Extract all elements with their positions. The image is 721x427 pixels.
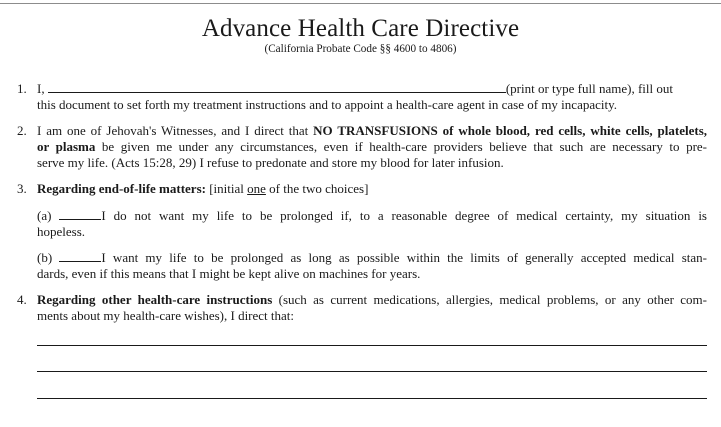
instructions-line-3[interactable] xyxy=(37,398,707,399)
item-2-line-1 xyxy=(37,123,707,139)
item-2-line-3: serve my life. (Acts 15:28, 29) I refuse to predonate and store my blood for later infusion. xyxy=(37,155,504,170)
choice-a-initial-field[interactable] xyxy=(59,208,101,220)
item-2-text-a: I am one of Jehovah's Witnesses, and I direct that xyxy=(37,123,314,138)
choice-a-label: (a) xyxy=(37,208,52,223)
item-1-suffix: (print or type full name), fill out xyxy=(505,81,673,96)
choice-a-text: I do not want my life to be prolonged if, to a reasonable degree of medical certainty, my situation is xyxy=(101,208,707,223)
item-2-text-b: be given me under any circumstances, even if health-care providers believe that such are necessary to pre- xyxy=(95,139,708,154)
item-4-heading-bold: Regarding other health-care instructions xyxy=(37,292,273,307)
item-2-number: 2. xyxy=(17,123,27,138)
choice-b-line-1 xyxy=(37,250,707,266)
item-3-heading-text-a: [initial xyxy=(205,181,248,196)
choice-b-line-2: dards, even if this means that I might be kept alive on machines for years. xyxy=(37,266,421,281)
item-1-number: 1. xyxy=(17,81,27,96)
document-subtitle: (California Probate Code §§ 4600 to 4806) xyxy=(264,43,457,55)
choice-b-text: I want my life to be prolonged as long as possible within the limits of generally accepted medical stan- xyxy=(101,250,707,265)
instructions-line-1[interactable] xyxy=(37,345,707,346)
item-1-line-2: this document to set forth my treatment instructions and to appoint a health-care agent in case of my incapacity. xyxy=(37,97,618,112)
item-2-bold-a: NO TRANSFUSIONS of whole blood, red cells, white cells, platelets, xyxy=(313,123,708,138)
full-name-field[interactable] xyxy=(48,81,506,93)
item-4-line-1 xyxy=(37,292,707,308)
choice-b-initial-field[interactable] xyxy=(59,250,101,262)
choice-a-line-1 xyxy=(37,208,707,224)
item-2-bold-b: or plasma xyxy=(37,139,96,154)
document-title: Advance Health Care Directive xyxy=(201,15,520,42)
item-1-prefix: I, xyxy=(37,81,45,96)
item-3-heading-text-b: of the two choices] xyxy=(265,181,369,196)
instructions-line-2[interactable] xyxy=(37,371,707,372)
item-2-line-2 xyxy=(37,139,707,155)
item-3-heading-one: one xyxy=(247,181,266,196)
top-border xyxy=(0,3,721,4)
item-4-number: 4. xyxy=(17,292,27,307)
choice-b-label: (b) xyxy=(37,250,53,265)
item-3-number: 3. xyxy=(17,181,27,196)
item-3-heading-bold: Regarding end-of-life matters: xyxy=(37,181,206,196)
item-4-text: (such as current medications, allergies, medical problems, or any other com- xyxy=(272,292,707,307)
item-1-line-1 xyxy=(37,81,707,97)
item-4-line-2: ments about my health-care wishes), I direct that: xyxy=(37,308,295,323)
choice-a-line-2: hopeless. xyxy=(37,224,86,239)
item-3-heading xyxy=(37,181,707,197)
